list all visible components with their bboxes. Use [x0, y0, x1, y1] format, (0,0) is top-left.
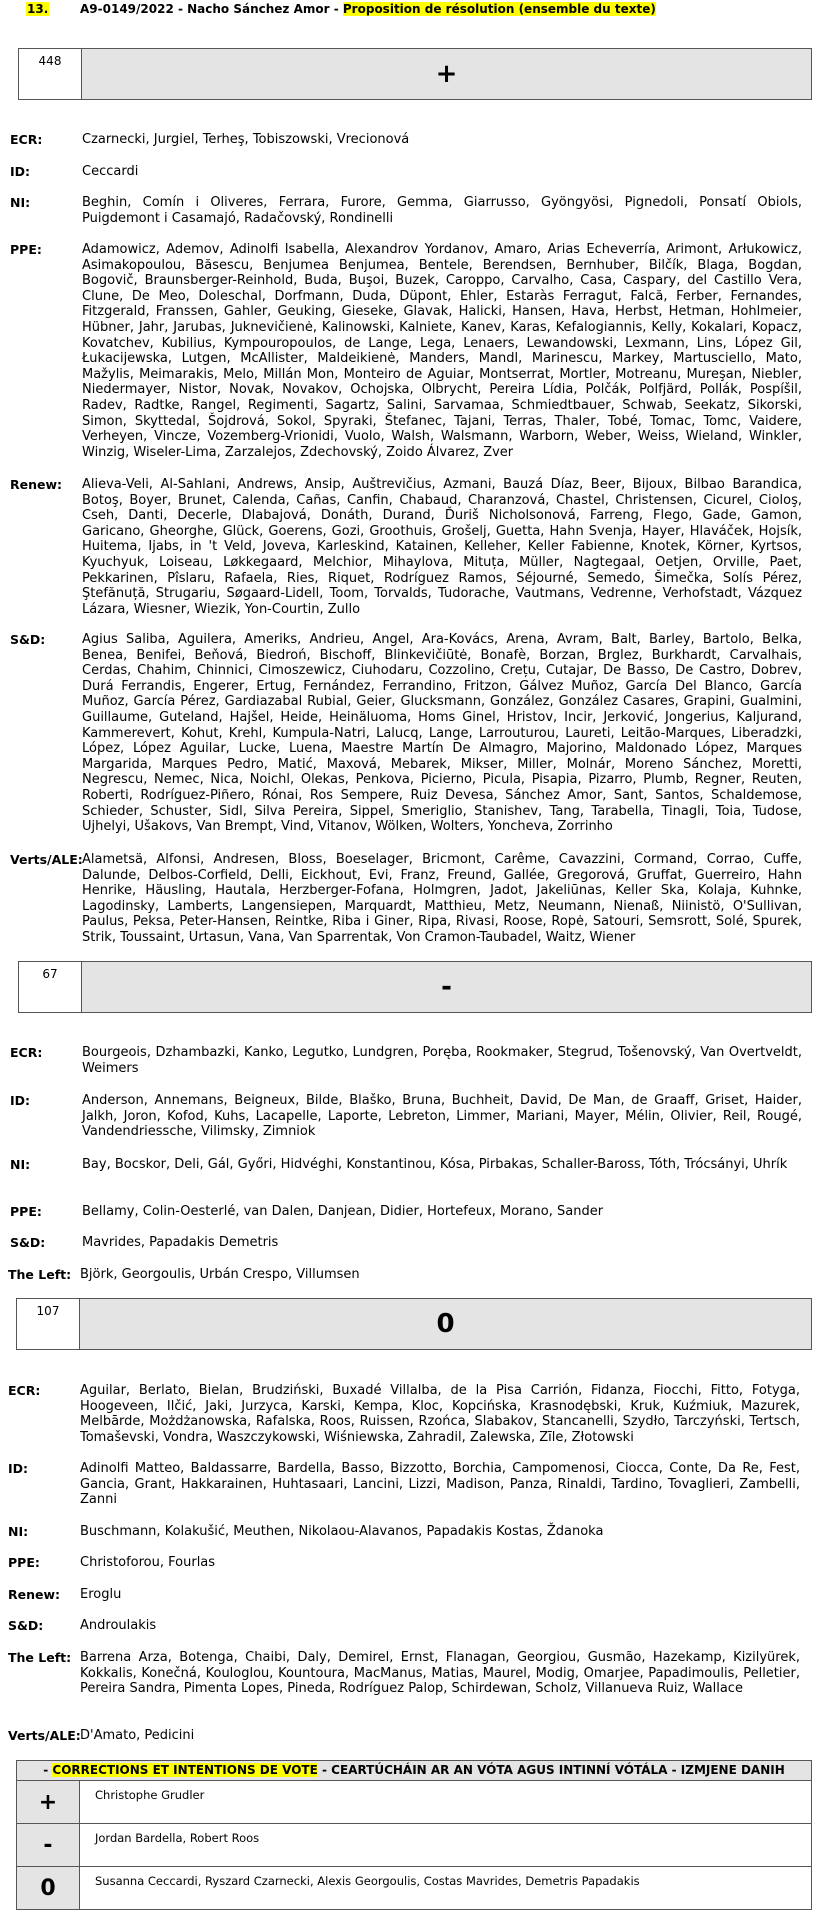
item-title: A9-0149/2022 - Nacho Sánchez Amor - Proposition de résolution (ensemble du texte)	[80, 2, 656, 16]
group-names: Aguilar, Berlato, Bielan, Brudziński, Buxadé Villalba, de la Pisa Carrión, Fidanza, Fiocchi, Fitto, Fotyga, Hoogeveen, Ilčić, Jaki, Jurzyca, Karski, Kempa, Kloc, Kopcińska, Krasnodębski, Kruk, Kuźmiuk, Mazurek, Melbārde, Możdżanowska, Rafalska, Roos, Ruissen, Rzońca, Slabakov, Stancanelli, Szydło, Tarczyński, Tertsch, Tomaševski, Vondra, Waszczykowski, Wiśniewska, Zahradil, Zalewska, Zīle, Złotowski	[80, 1383, 800, 1445]
group-names: Adinolfi Matteo, Baldassarre, Bardella, Basso, Bizzotto, Borchia, Campomenosi, Ciocca, Conte, Da Re, Fest, Gancia, Grant, Hakkarainen, Huhtasaari, Lancini, Lizzi, Madison, Panza, Rinaldi, Tardino, Tovaglieri, Zambelli, Zanni	[80, 1461, 800, 1508]
group-names: Ceccardi	[82, 164, 139, 179]
item-title-highlight: Proposition de résolution (ensemble du texte)	[342, 2, 656, 16]
group-names: Alametsä, Alfonsi, Andresen, Bloss, Boeselager, Bricmont, Carême, Cavazzini, Cormand, Corrao, Cuffe, Dalunde, Delbos-Corfield, Delli, Eickhout, Evi, Franz, Freund, Gallée, Gregorová, Gruffat, Guerreiro, Hahn Henrike, Häusling, Hautala, Herzberger-Fofana, Holmgren, Jadot, Jakeliūnas, Keller Ska, Kolaja, Kuhnke, Lagodinsky, Lamberts, Langensiepen, Marquardt, Matthieu, Metz, Neumann, Nienaß, Niinistö, O'Sullivan, Paulus, Peksa, Peter-Hansen, Reintke, Riba i Giner, Ripa, Rivasi, Roose, Ropė, Satouri, Semsrott, Solé, Spurek, Strik, Toussaint, Urtasun, Vana, Van Sparrentak, Von Cramon-Taubadel, Waitz, Wiener	[82, 852, 802, 945]
corrections-row	[17, 1781, 811, 1824]
group-label: ID:	[8, 1461, 29, 1476]
vote-count: 67	[19, 962, 82, 1012]
corrections-table	[16, 1760, 812, 1910]
group-label: PPE:	[10, 242, 42, 257]
vote-summary-against	[18, 961, 812, 1013]
group-names: Anderson, Annemans, Beigneux, Bilde, Blaško, Bruna, Buchheit, David, De Man, de Graaff, Griset, Haider, Jalkh, Joron, Kofod, Kuhs, Lacapelle, Laporte, Lebreton, Limmer, Mariani, Mayer, Mélin, Olivier, Reil, Rougé, Vandendriessche, Vilimsky, Zimniok	[82, 1093, 802, 1140]
vote-sign: -	[82, 962, 811, 1012]
group-names: Christoforou, Fourlas	[80, 1555, 216, 1570]
group-names: Androulakis	[80, 1618, 157, 1633]
corrections-sign: -	[17, 1824, 80, 1866]
vote-sign: 0	[80, 1299, 811, 1349]
corrections-row	[17, 1867, 811, 1909]
group-label: The Left:	[8, 1267, 72, 1282]
document-header	[0, 0, 816, 22]
corrections-sign: +	[17, 1781, 80, 1823]
corrections-names: Susanna Ceccardi, Ryszard Czarnecki, Alexis Georgoulis, Costas Mavrides, Demetris Papadakis	[95, 1874, 640, 1888]
group-label: NI:	[10, 195, 31, 210]
vote-summary-abstain	[16, 1298, 812, 1350]
corrections-sign: 0	[17, 1867, 80, 1909]
group-names: Bellamy, Colin-Oesterlé, van Dalen, Danjean, Didier, Hortefeux, Morano, Sander	[82, 1204, 604, 1219]
group-label: ECR:	[10, 132, 43, 147]
corrections-row	[17, 1824, 811, 1867]
group-label: ID:	[10, 164, 31, 179]
group-label: Renew:	[10, 477, 63, 492]
corrections-names: Christophe Grudler	[95, 1788, 205, 1802]
group-names: Barrena Arza, Botenga, Chaibi, Daly, Demirel, Ernst, Flanagan, Georgiou, Gusmão, Hazekamp, Kizilyürek, Kokkalis, Konečná, Kouloglou, Kountoura, MacManus, Matias, Maurel, Modig, Omarjee, Papadimoulis, Pelletier, Pereira Sandra, Pimenta Lopes, Pineda, Rodríguez Palop, Schirdewan, Scholz, Villanueva Ruiz, Wallace	[80, 1650, 800, 1697]
vote-count: 448	[19, 49, 82, 99]
group-label: S&D:	[10, 632, 46, 647]
group-label: NI:	[8, 1524, 29, 1539]
group-label: S&D:	[10, 1235, 46, 1250]
group-label: S&D:	[8, 1618, 44, 1633]
group-label: ID:	[10, 1093, 31, 1108]
group-names: Adamowicz, Ademov, Adinolfi Isabella, Alexandrov Yordanov, Amaro, Arias Echeverría, Arimont, Arłukowicz, Asimakopoulou, Băsescu, Benjumea Benjumea, Bentele, Berendsen, Bernhuber, Bilčík, Blaga, Bogdan, Bogovič, Braunsberger-Reinhold, Buda, Buşoi, Buzek, Caroppo, Carvalho, Casa, Caspary, del Castillo Vera, Clune, De Meo, Doleschal, Dorfmann, Duda, Düpont, Ehler, Estaràs Ferragut, Falcă, Ferber, Fernandes, Fitzgerald, Franssen, Gahler, Geuking, Gieseke, Glavak, Halicki, Hansen, Hava, Herbst, Hetman, Hohlmeier, Hübner, Jahr, Jarubas, Juknevičienė, Kalinowski, Kalniete, Kanev, Karas, Kefalogiannis, Kelly, Kokalari, Kopacz, Kovatchev, Kubilius, Kympouropoulos, de Lange, Lega, Lenaers, Lewandowski, Lexmann, Lins, López Gil, Łukacijewska, Lutgen, McAllister, Maldeikienė, Manders, Mandl, Marinescu, Markey, Martusciello, Mato, Mažylis, Meimarakis, Melo, Millán Mon, Monteiro de Aguiar, Montserrat, Mortler, Motreanu, Mureşan, Niebler, Niedermayer, Nistor, Novak, Novakov, Ochojska, Olbrycht, Pereira Lídia, Polčák, Polfjärd, Pollák, Pospíšil, Radev, Radtke, Rangel, Regimenti, Sagartz, Salini, Sarvamaa, Schmiedtbauer, Schwab, Seekatz, Sikorski, Simon, Skyttedal, Šojdrová, Sokol, Spyraki, Štefanec, Tajani, Terras, Thaler, Tobé, Tomac, Tomc, Vaidere, Verheyen, Vincze, Vozemberg-Vrionidi, Vuolo, Walsh, Walsmann, Warborn, Weber, Weiss, Wieland, Winkler, Winzig, Wiseler-Lima, Zarzalejos, Zdechovský, Zoido Álvarez, Zver	[82, 242, 802, 460]
group-names: Czarnecki, Jurgiel, Terheş, Tobiszowski, Vrecionová	[82, 132, 410, 147]
group-names: Beghin, Comín i Oliveres, Ferrara, Furore, Gemma, Giarrusso, Gyöngyösi, Pignedoli, Ponsatí Obiols, Puigdemont i Casamajó, Radačovský, Rondinelli	[82, 195, 802, 226]
vote-sign: +	[82, 49, 811, 99]
group-names: Bay, Bocskor, Deli, Gál, Győri, Hidvéghi, Konstantinou, Kósa, Pirbakas, Schaller-Baross, Tóth, Trócsányi, Uhrík	[82, 1157, 788, 1172]
group-label: PPE:	[8, 1555, 40, 1570]
item-number: 13.	[27, 2, 49, 16]
group-names: Mavrides, Papadakis Demetris	[82, 1235, 279, 1250]
group-names: Eroglu	[80, 1587, 122, 1602]
group-names: Buschmann, Kolakušić, Meuthen, Nikolaou-Alavanos, Papadakis Kostas, Ždanoka	[80, 1524, 604, 1539]
group-names: Agius Saliba, Aguilera, Ameriks, Andrieu, Angel, Ara-Kovács, Arena, Avram, Balt, Barley, Bartolo, Belka, Benea, Benifei, Beňová, Biedroń, Bischoff, Blinkevičiūtė, Bonafè, Borzan, Brglez, Burkhardt, Carvalhais, Cerdas, Chahim, Chinnici, Cimoszewicz, Ciuhodaru, Cozzolino, Crețu, Cutajar, De Basso, De Castro, Dobrev, Durá Ferrandis, Engerer, Ertug, Fernández, Ferrandino, Fritzon, Gálvez Muñoz, García Del Blanco, García Muñoz, García Pérez, Gardiazabal Rubial, Geier, Glucksmann, González, González Casares, Grapini, Gualmini, Guillaume, Guteland, Hajšel, Heide, Heinäluoma, Homs Ginel, Hristov, Incir, Jerković, Jongerius, Kaljurand, Kammerevert, Kohut, Krehl, Kumpula-Natri, Lalucq, Lange, Larrouturou, Laureti, Leitão-Marques, Liberadzki, López, López Aguilar, Lucke, Luena, Maestre Martín De Almagro, Majorino, Maldonado López, Marques Margarida, Marques Pedro, Matić, Maxová, Mebarek, Mikser, Miller, Molnár, Moreno Sánchez, Moretti, Negrescu, Nemec, Nica, Noichl, Olekas, Penkova, Picierno, Picula, Pisapia, Pizarro, Plumb, Regner, Reuten, Roberti, Rodríguez-Piñero, Rónai, Ros Sempere, Ruiz Devesa, Sánchez Amor, Sant, Santos, Schaldemose, Schieder, Schuster, Sidl, Silva Pereira, Sippel, Smeriglio, Stanishev, Tang, Tarabella, Tinagli, Toia, Tudose, Ujhelyi, Ušakovs, Van Brempt, Vind, Vitanov, Wölken, Wolters, Yoncheva, Zorrinho	[82, 632, 802, 835]
group-names: Björk, Georgoulis, Urbán Crespo, Villumsen	[80, 1267, 360, 1282]
vote-summary-for	[18, 48, 812, 100]
group-label: NI:	[10, 1157, 31, 1172]
corrections-header-highlight: CORRECTIONS ET INTENTIONS DE VOTE	[52, 1763, 318, 1777]
group-label: PPE:	[10, 1204, 42, 1219]
group-label: Verts/ALE:	[10, 852, 83, 867]
corrections-header: - CORRECTIONS ET INTENTIONS DE VOTE - CEARTÚCHÁIN AR AN VÓTA AGUS INTINNÍ VÓTÁLA - IZMJENE DANIH	[17, 1761, 811, 1781]
group-names: Alieva-Veli, Al-Sahlani, Andrews, Ansip, Auštrevičius, Azmani, Bauzá Díaz, Beer, Bijoux, Bilbao Barandica, Botoş, Boyer, Brunet, Calenda, Cañas, Canfin, Chabaud, Charanzová, Chastel, Christensen, Cicurel, Cioloş, Cseh, Danti, Decerle, Dlabajová, Donáth, Durand, Ďuriš Nicholsonová, Farreng, Flego, Gade, Gamon, Garicano, Gheorghe, Glück, Goerens, Gozi, Groothuis, Grošelj, Guetta, Hahn Svenja, Hayer, Hlaváček, Hojsík, Huitema, Ijabs, in 't Veld, Joveva, Karleskind, Katainen, Kelleher, Keller Fabienne, Knotek, Körner, Kyrtsos, Kyuchyuk, Loiseau, Løkkegaard, Melchior, Mihaylova, Mituța, Müller, Nagtegaal, Oetjen, Orville, Paet, Pekkarinen, Pîslaru, Rafaela, Ries, Riquet, Rodríguez Ramos, Séjourné, Semedo, Šimečka, Solís Pérez, Ştefănuță, Strugariu, Søgaard-Lidell, Toom, Torvalds, Tudorache, Vautmans, Vedrenne, Verhofstadt, Vázquez Lázara, Wiesner, Wiezik, Yon-Courtin, Zullo	[82, 477, 802, 617]
group-label: ECR:	[10, 1045, 43, 1060]
group-label: The Left:	[8, 1650, 72, 1665]
vote-count: 107	[17, 1299, 80, 1349]
group-names: Bourgeois, Dzhambazki, Kanko, Legutko, Lundgren, Poręba, Rookmaker, Stegrud, Tošenovský, Van Overtveldt, Weimers	[82, 1045, 802, 1076]
group-label: Renew:	[8, 1587, 61, 1602]
corrections-names: Jordan Bardella, Robert Roos	[95, 1831, 260, 1845]
group-label: ECR:	[8, 1383, 41, 1398]
group-names: D'Amato, Pedicini	[80, 1728, 195, 1743]
group-label: Verts/ALE:	[8, 1728, 81, 1743]
